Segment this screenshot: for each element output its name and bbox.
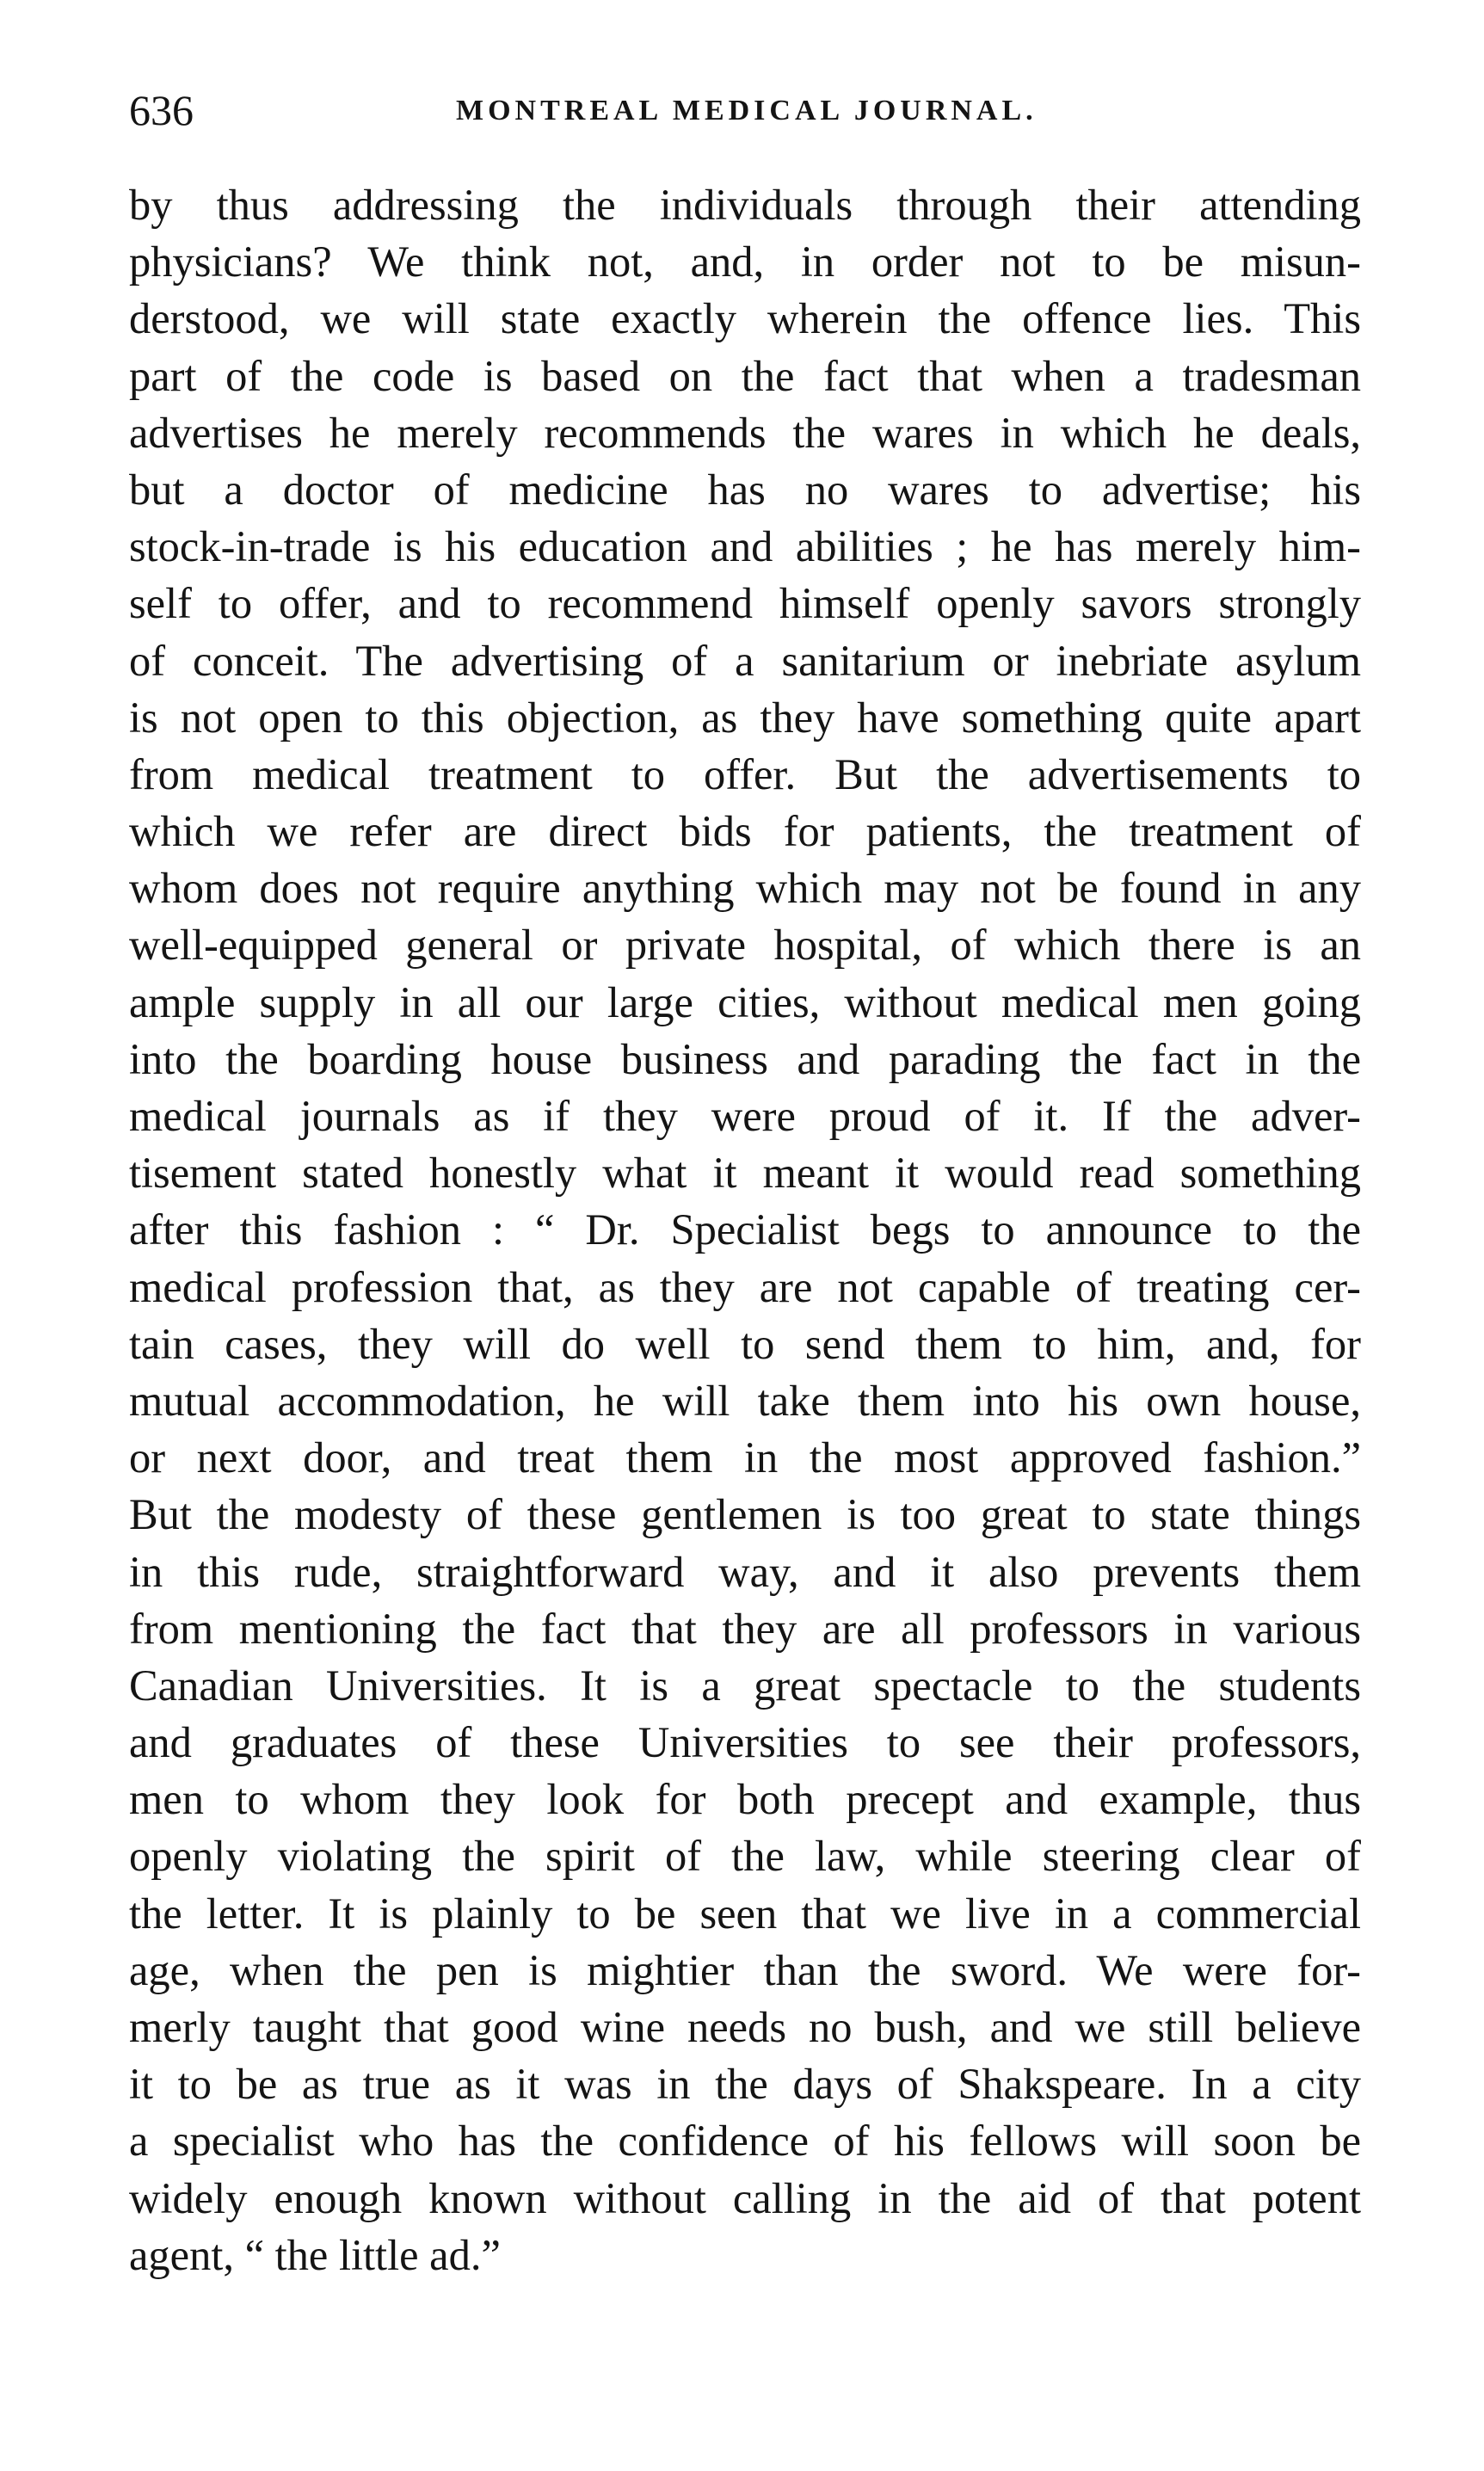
text-line: self to offer, and to recommend himself openly savors strongly [129,579,1361,628]
text-line: which we refer are direct bids for patients, the treatment of [129,807,1361,856]
text-line: the letter. It is plainly to be seen that we live in a commercial [129,1889,1361,1938]
text-line: derstood, we will state exactly wherein the offence lies. This [129,294,1361,343]
text-line: tain cases, they will do well to send them to him, and, for [129,1319,1361,1368]
text-line: from medical treatment to offer. But the advertisements to [129,749,1361,798]
text-line: men to whom they look for both precept and example, thus [129,1775,1361,1824]
text-line: physicians? We think not, and, in order not to be misun- [129,237,1361,287]
journal-title: MONTREAL MEDICAL JOURNAL. [456,95,1038,126]
text-line: in this rude, straightforward way, and it also prevents them [129,1547,1361,1596]
text-line: agent, “ the little ad.” [129,2230,501,2279]
text-line: by thus addressing the individuals through their attending [129,181,1361,229]
article-paragraph [129,176,1361,2283]
text-line: or next door, and treat them in the most approved fashion.” [129,1433,1361,1482]
text-line: tisement stated honestly what it meant it would read something [129,1149,1361,1198]
text-line: a specialist who has the confidence of his fellows will soon be [129,2117,1361,2166]
text-line: is not open to this objection, as they have something quite apart [129,693,1361,742]
text-line: openly violating the spirit of the law, while steering clear of [129,1832,1361,1881]
text-line: age, when the pen is mightier than the sword. We were for- [129,1945,1361,1994]
text-line: from mentioning the fact that they are all professors in various [129,1604,1361,1653]
text-line: after this fashion : “ Dr. Specialist begs to announce to the [129,1205,1361,1254]
text-line: and graduates of these Universities to see their professors, [129,1718,1361,1767]
text-line: stock-in-trade is his education and abilities ; he has merely him- [129,522,1361,571]
text-line: it to be as true as it was in the days of Shakspeare. In a city [129,2060,1361,2109]
text-line: medical journals as if they were proud of it. If the adver- [129,1092,1361,1140]
text-line: widely enough known without calling in the aid of that potent [129,2173,1361,2222]
text-line: merly taught that good wine needs no bush, and we still believe [129,2003,1361,2051]
text-line: part of the code is based on the fact that when a tradesman [129,351,1361,400]
text-line: well-equipped general or private hospital, of which there is an [129,921,1361,970]
text-line: but a doctor of medicine has no wares to advertise; his [129,465,1361,514]
running-head [129,84,1359,136]
text-line: medical profession that, as they are not capable of treating cer- [129,1262,1361,1311]
text-line: ample supply in all our large cities, without medical men going [129,977,1361,1026]
text-line: into the boarding house business and parading the fact in the [129,1034,1361,1083]
text-line: mutual accommodation, he will take them into his own house, [129,1376,1361,1425]
text-line: whom does not require anything which may not be found in any [129,864,1361,913]
text-line: Canadian Universities. It is a great spectacle to the students [129,1661,1361,1710]
text-line: But the modesty of these gentlemen is too great to state things [129,1490,1361,1539]
text-line: of conceit. The advertising of a sanitarium or inebriate asylum [129,636,1361,685]
page-number: 636 [129,86,194,134]
text-line: advertises he merely recommends the wares in which he deals, [129,408,1361,457]
